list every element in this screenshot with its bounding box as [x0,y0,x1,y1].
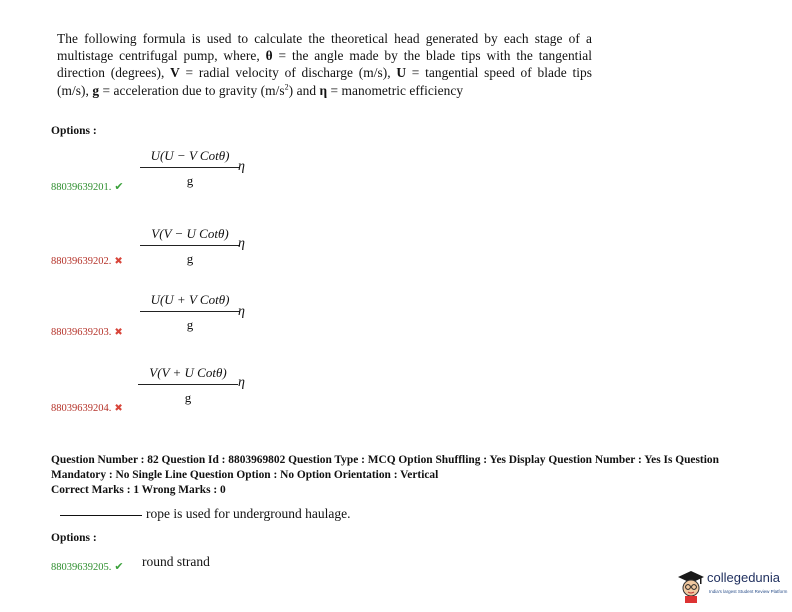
logo-wordmark: collegedunia [707,570,781,585]
question-82-text: rope is used for underground haulage. [60,506,350,522]
option-4-id: 88039639204. ✖ [51,403,123,414]
question-81-text: The following formula is used to calculate the theoretical head generated by each stage of a multistage centrifugal pump, where, θ = the angle made by the blade tips with the tangential direction (degrees), V = radial velocity of discharge (m/s), U = tangential speed of blade tips (m/s), g = acceleration due to gravity $(m/s^2)$ and η = manometric efficiency [57,31,592,98]
question-metadata: Question Number : 82 Question Id : 8803969802 Question Type : MCQ Option Shuffling : Yes Display Question Number : Yes Is Question Mandatory : No Single Line Question Option : No Option Orientation : Vertical Correct Marks : 1 Wrong Marks : 0 [51,454,719,496]
formula-denominator: g [184,390,192,405]
eta-symbol: η [238,159,245,174]
formula-numerator: V(V + U Cotθ) [138,365,238,385]
eta-symbol: η [238,304,245,319]
formula-denominator: g [186,317,194,332]
formula-numerator: U(U + V Cotθ) [140,292,240,312]
formula-numerator: U(U − V Cotθ) [140,148,240,168]
fill-in-blank [60,515,142,516]
option-3-id: 88039639203. ✖ [51,327,123,338]
options-label: Options : [51,125,97,137]
option-2-formula [140,226,240,267]
eta-symbol: η [238,236,245,251]
cross-icon: ✖ [114,256,123,267]
formula-numerator: V(V − U Cotθ) [140,226,240,246]
cross-icon: ✖ [114,403,123,414]
formula-denominator: g [186,173,194,188]
option-2-id: 88039639202. ✖ [51,256,123,267]
check-icon: ✔ [114,181,124,193]
graduate-mascot-icon [676,568,706,604]
option-4-formula [138,365,238,406]
option-1-formula [140,148,240,189]
logo-tagline: India's largest Student Review Platform [709,589,788,594]
option-3-formula [140,292,240,333]
check-icon: ✔ [114,561,124,573]
formula-denominator: g [186,251,194,266]
options-label: Options : [51,532,97,544]
option-5-text: round strand [142,554,210,569]
option-5-id: 88039639205. ✔ [51,561,124,573]
option-1-id: 88039639201. ✔ [51,181,124,193]
collegedunia-logo [676,566,788,606]
cross-icon: ✖ [114,327,123,338]
eta-symbol: η [238,375,245,390]
